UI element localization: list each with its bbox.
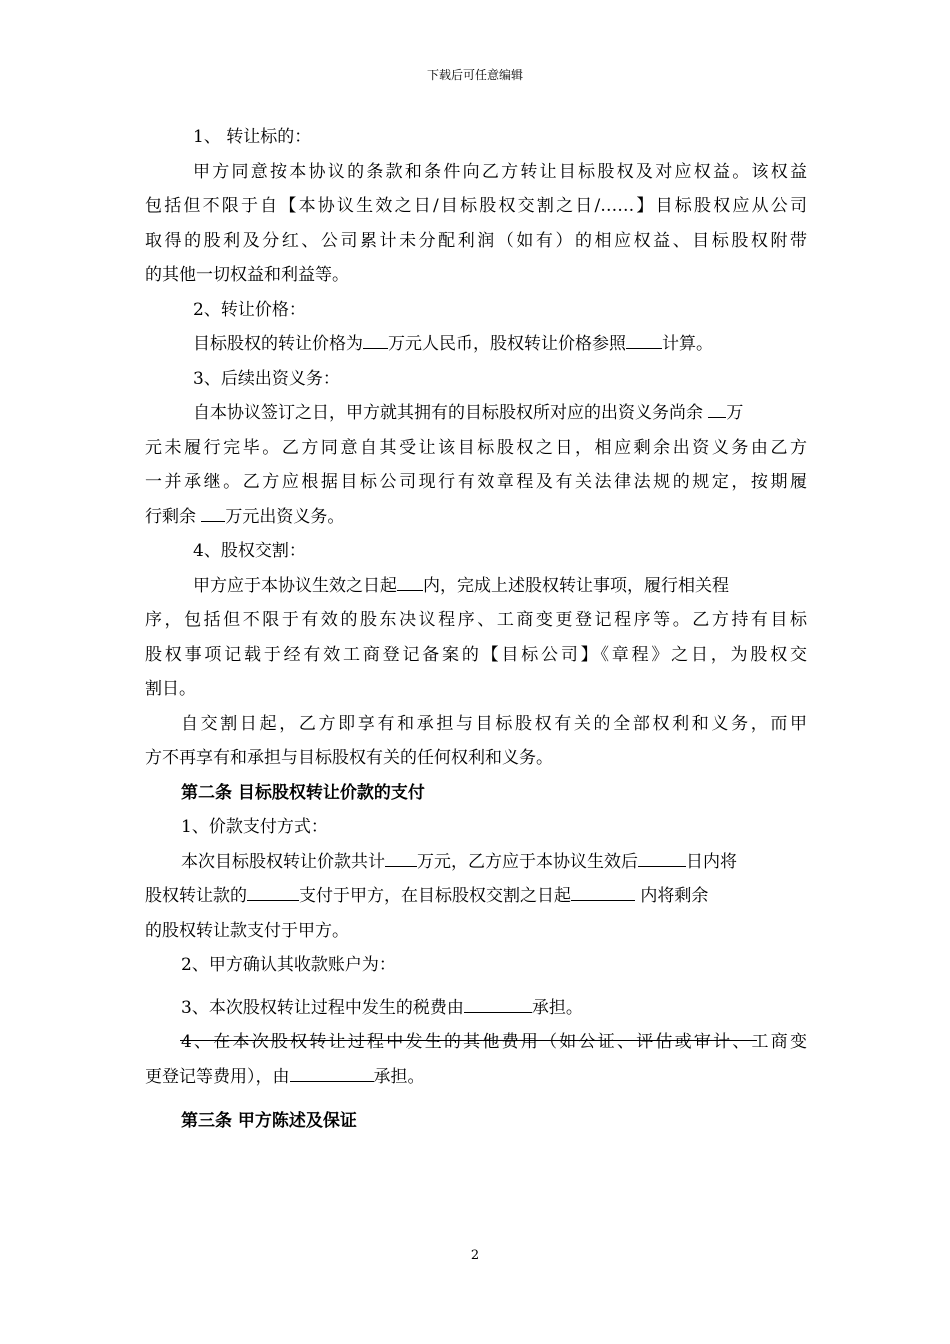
paragraph-line: 一并承继。乙方应根据目标公司现行有效章程及有关法律法规的规定，按期履 [145,472,807,492]
section-heading-contribution: 3、后续出资义务： [193,368,340,389]
item-other-fees: 4、在本次股权转让过程中发生的其他费用（如公证、评估或审计、工商变 [181,1032,807,1052]
paragraph-line: 更登记等费用），由 承担。 [145,1060,807,1095]
blank-field [247,882,299,901]
paragraph-line: 元未履行完毕。乙方同意自其受让该目标股权之日，相应剩余出资义务由乙方 [145,437,807,458]
blank-field [626,330,662,349]
section-heading-transfer-price: 2、转让价格： [193,299,306,320]
blank-field [201,503,225,522]
blank-field [708,399,726,418]
page-number: 2 [470,1248,480,1263]
paragraph-line: 目标股权的转让价格为 万元人民币，股权转让价格参照 计算。 [145,327,807,362]
paragraph-line: 序，包括但不限于有效的股东决议程序、工商变更登记程序等。乙方持有目标 [145,610,807,630]
account-underline [180,1040,757,1041]
article-title-payment: 第二条 目标股权转让价款的支付 [181,782,425,803]
blank-field [363,330,388,349]
paragraph-line: 股权事项记载于经有效工商登记备案的【目标公司】《章程》之日，为股权交 [145,644,807,665]
item-tax: 3、本次股权转让过程中发生的税费由 承担。 [145,991,807,1026]
paragraph-line: 自交割日起，乙方即享有和承担与目标股权有关的全部权利和义务，而甲 [181,713,807,734]
paragraph-line: 的股权转让款支付于甲方。 [145,920,349,941]
blank-field [290,1063,374,1082]
item-account: 2、甲方确认其收款账户为： [181,955,396,975]
paragraph-line: 甲方同意按本协议的条款和条件向乙方转让目标股权及对应权益。该权益 [193,161,807,182]
paragraph-line: 包括但不限于自【本协议生效之日/目标股权交割之日/……】目标股权应从公司 [145,196,807,216]
paragraph-line: 方不再享有和承担与目标股权有关的任何权利和义务。 [145,748,553,768]
document-body [145,120,807,1139]
item-payment-method: 1、价款支付方式： [181,817,328,837]
blank-field [638,848,686,867]
paragraph-line: 的其他一切权益和利益等。 [145,265,349,285]
paragraph-line: 本次目标股权转让价款共计 万元，乙方应于本协议生效后 日内将 [145,845,807,880]
blank-field [464,994,532,1013]
article-title-representations: 第三条 甲方陈述及保证 [181,1111,357,1131]
blank-field [385,848,417,867]
blank-field [397,572,423,591]
paragraph-line: 割日。 [145,679,196,699]
paragraph-line: 取得的股利及分红、公司累计未分配利润（如有）的相应权益、目标股权附带 [145,230,807,251]
paragraph-line: 自本协议签订之日，甲方就其拥有的目标股权所对应的出资义务尚余 万 [145,396,807,431]
section-heading-transfer-subject: 1、 转让标的： [193,127,312,147]
section-heading-delivery: 4、股权交割： [193,541,306,561]
blank-field [571,882,635,901]
paragraph-line: 行剩余 万元出资义务。 [145,500,807,535]
page-header: 下载后可任意编辑 [426,68,523,82]
paragraph-line: 甲方应于本协议生效之日起 内，完成上述股权转让事项，履行相关程 [145,569,807,604]
paragraph-line: 股权转让款的 支付于甲方，在目标股权交割之日起 内将剩余 [145,879,807,914]
